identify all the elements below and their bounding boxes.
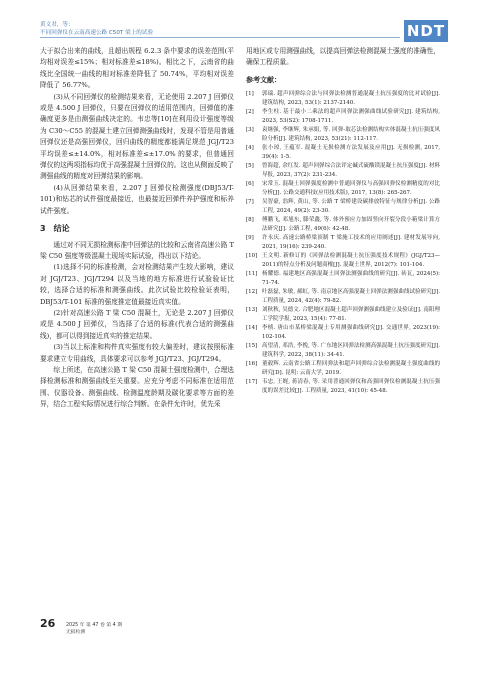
reference-item [246, 144, 440, 162]
paragraph: (1)选择不同的标准检测，会对检测结果产生较大影响，建议对 JGJ/T23、JGJ/T294 以及当地的地方标准进行试验验证比较，选择合适的标准和测强曲线。此次试验比较检验证表明，DBJ53/T-101 标准的强度推定值最接近真实值。 [40, 263, 234, 306]
reference-item [246, 162, 440, 180]
reference-number: [11] [246, 271, 258, 278]
paragraph: 通过对不同无损检测标准中回弹法的比较和云南省高速公路 T 梁 C50 强度等级混凝土现场实际试验，得出以下结论。 [40, 240, 234, 260]
page-number: 26 [40, 617, 56, 630]
reference-text: 李生柱. 基于最小二乘法的超声回弹法测强曲线试验研究[J]. 建筑结构, 2023, 53(S2): 1708-1711. [262, 109, 440, 125]
reference-item [246, 306, 440, 324]
paragraph: 大于拟合出来的曲线，且超出规程 6.2.3 条中要求的误差范围(平均相对误差≤15%；相对标准差≤18%)。相比之下，云南省的曲线比全国统一曲线的相对标准差降低了 50.74%，平均相对误差降低了 56.77%。 [40, 47, 234, 90]
reference-number: [16] [246, 361, 258, 368]
reference-item [246, 252, 440, 270]
reference-item [246, 90, 440, 108]
reference-text: 王文明. 新修订的《回弹法检测混凝土抗压强度技术规程》(JGJ/T23—2011)的特点分析及问题商榷[J]. 混凝土世界, 2012(7): 101-104. [262, 253, 440, 269]
paragraph: 综上所述，在高速公路 T 梁 C50 混凝土强度检测中，合理选择检测标准和测强曲线至关重要。应充分考虑不同标准在适用范围、仪器设备、测强曲线、检测温度龄期及碳化要求等方面的差异，结合工程实际情况进行综合判断。在条件允许时，优先采 [40, 365, 234, 409]
reference-number: [4] [246, 145, 254, 152]
reference-number: [10] [246, 253, 258, 260]
reference-item [246, 108, 440, 126]
section-heading-conclusion: 3 结论 [40, 224, 70, 234]
paragraph: (4)从回弹结果来看，2.207 J 回弹仪检测强度(DBJ53/T-101)和钻芯的试件强度最接近，也最接近回弹件养护强度和标养试件强度。 [40, 183, 234, 215]
reference-text: 许永庆. 高速公路桥梁顶制 T 梁施工技术的应用阐述[J]. 建材发展导向, 2021, 19(16): 239-240. [262, 235, 440, 251]
journal-logo: NDT [404, 20, 448, 42]
issue-info: 2025 年 第 47 卷 第 4 期 [66, 623, 123, 628]
reference-item [246, 324, 440, 342]
reference-item [246, 234, 440, 252]
reference-text: 袁继强, 李继辉, 朱承娟, 等. 回弹-取芯法检测结构实体混凝土抗压强度风险分析[J]. 建筑结构, 2023, 53(21): 112-117. [262, 127, 440, 143]
reference-number: [7] [246, 199, 254, 206]
header-author: 黄文君，等： [40, 22, 74, 28]
reference-item [246, 198, 440, 216]
reference-number: [15] [246, 343, 258, 350]
header-rule [40, 37, 400, 38]
reference-number: [9] [246, 235, 254, 242]
reference-list [246, 90, 440, 396]
reference-text: 董毅辉. 云南省公路工程回弹法和超声回弹综合法检测混凝土强度曲线的研究[D]. 昆明: 云南大学, 2019. [262, 361, 440, 377]
reference-text: 韦忠, 王娓, 蒋清春, 等. 采用普通回弹仪和高强回弹仪检测混凝土抗压强度的误差比较[J]. 工程质量, 2023, 41(10): 45-48. [262, 379, 440, 395]
reference-text: 杨耀德. 福建地区高强混凝土回弹法测强曲线的研究[J]. 砖瓦, 2024(5): 71-74. [262, 271, 440, 287]
reference-number: [14] [246, 325, 258, 332]
reference-number: [6] [246, 181, 254, 188]
reference-text: 刘秋秋, 吴德文. 合肥地区混凝土超声回弹测强曲线建立及验证[J]. 南阳理工学院学报, 2023, 15(4): 77-81. [262, 307, 440, 323]
paragraph: (3)当以上标准和构件真实强度有较大偏差时，建议按照标准要求建立专用曲线，具体要求可以参考 JGJ/T23、JGJ/T294。 [40, 343, 234, 363]
reference-item [246, 288, 440, 306]
reference-item [246, 360, 440, 378]
journal-name: 无损检测 [66, 630, 86, 635]
reference-text: 叶磊磊, 朱敏, 郝虹, 等. 南京地区高强混凝土回弹法测强曲线试验研究[J]. 工程质量, 2024, 42(4): 79-82. [262, 289, 440, 305]
paragraph: (3)从不同回弹仪的检测结果来看，无论使用 2.207 J 回弹仪或是 4.500 J 回弹仪，只要在回弹仪的适用范围内，回弹值的准确度更多是由测强曲线决定的。韦忠等[10]在利用设计强度等级为 C30～C55 的混凝土建立回弹测强曲线时，发现不管是用普通回弹仪还是高强回弹仪，回归曲线的精度都能满足规范 JGJ/T23 平均误差≤±14.0%，相对标准差≤±17.0% 的要求，但普通回弹仪的这两项指标均优于高强混凝土回弹仪的。这也从侧面反映了测强曲线的精度对回弹结果的影响。 [40, 92, 234, 181]
reference-number: [8] [246, 217, 254, 224]
reference-number: [1] [246, 91, 254, 98]
reference-item [246, 378, 440, 396]
reference-number: [17] [246, 379, 258, 386]
reference-number: [3] [246, 127, 254, 134]
reference-item [246, 126, 440, 144]
reference-number: [2] [246, 109, 254, 116]
reference-item [246, 216, 440, 234]
reference-text: 宋常玉. 混凝土回弹强度检测中普通回弹仪与高强回弹仪检测精度的对比分析[J]. 公路交通科技(应用技术版), 2017, 13(8): 265-267. [262, 181, 440, 197]
reference-text: 郭瑞. 超声回弹综合法与回弹法检测普通混凝土抗压强度的比对试验[J]. 建筑结构, 2023, 53(1): 2137-2140. [262, 91, 440, 107]
reference-item [246, 180, 440, 198]
paragraph: 用地区或专用测强曲线，以提高回弹法检测混凝土强度的准确性，确保工程质量。 [246, 47, 440, 67]
right-column [246, 46, 440, 396]
reference-text: 吴智豪, 翁辉, 黄山, 等. 公路 T 梁桥建设碳排放特征与规律分析[J]. 公路工程, 2024, 49(2): 23-30. [262, 199, 440, 215]
reference-number: [12] [246, 289, 258, 296]
reference-text: 高望清, 邓浩, 李挽, 等. 广东地区回弹法检测高强混凝土抗压强度研究[J]. 建筑科学, 2022, 38(11): 34-41. [262, 343, 440, 359]
reference-number: [5] [246, 163, 254, 170]
paragraph: (2)针对高速公路 T 梁 C50 混凝土，无论是 2.207 J 回弹仪或是 4.500 J 回弹仪，当选择了合适的标准(代表合适的测强曲线)，都可以得到接近真实的推定结果。 [40, 308, 234, 340]
left-column [40, 46, 234, 411]
reference-number: [13] [246, 307, 258, 314]
reference-text: 李桢. 唐山市某桥梁混凝土专用测强曲线研究[J]. 交通世界, 2023(19): 102-104. [262, 325, 440, 341]
header-title: 不同回弹仪在云南高速公路 C50T 梁上的试验 [40, 30, 154, 36]
reference-item [246, 270, 440, 288]
reference-item [246, 342, 440, 360]
reference-text: 张小琼, 王蕴军. 混凝土无损检测方法发展及应用[J]. 无损检测, 2017, 39(4): 1-5. [262, 145, 440, 161]
references-heading: 参考文献： [246, 75, 281, 84]
reference-text: 曾海超, 余红发. 超声回弹综合法评定碱式硫酸镁混凝土抗压强度[J]. 材料导报, 2023, 37(2): 231-234. [262, 163, 440, 179]
reference-text: 傅鹏飞, 邓旭东, 滕荣鑫, 等. 体外预应力加固竖向开裂分段小箱梁计算方法研究[J]. 公路工程, 49(6): 42-48. [262, 217, 440, 233]
